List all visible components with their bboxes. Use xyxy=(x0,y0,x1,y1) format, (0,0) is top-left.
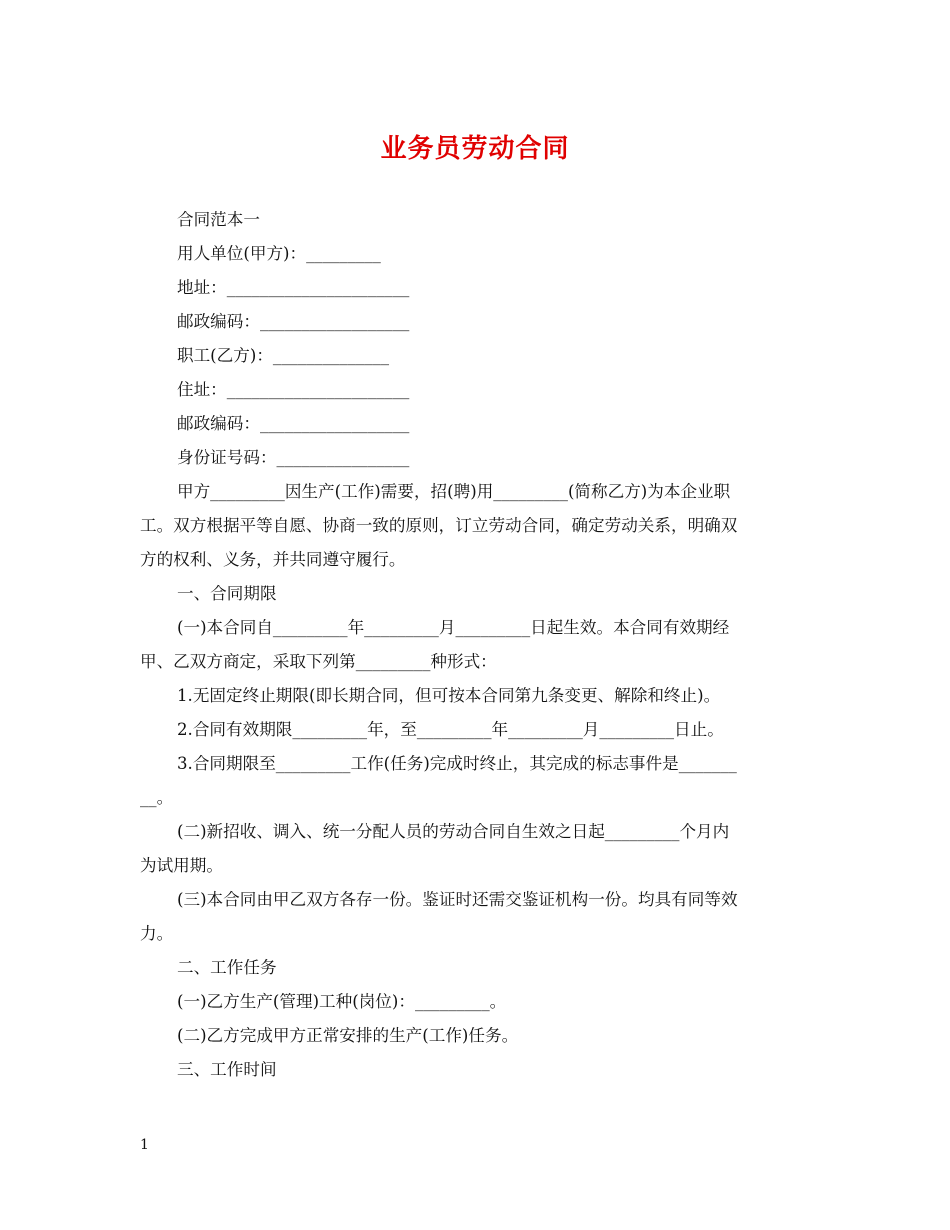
paragraph-line: 工。双方根据平等自愿、协商一致的原则，订立劳动合同，确定劳动关系，明确双 xyxy=(140,516,738,535)
paragraph-line: 力。 xyxy=(140,924,174,943)
document-title: 业务员劳动合同 xyxy=(380,134,570,164)
paragraph-line: 身份证号码：________________ xyxy=(177,448,410,467)
paragraph-line: (二)乙方完成甲方正常安排的生产(工作)任务。 xyxy=(177,1026,519,1045)
paragraph-line: 地址：______________________ xyxy=(177,278,410,297)
section-heading: 一、合同期限 xyxy=(177,584,277,603)
paragraph-line: 用人单位(甲方)：_________ xyxy=(177,244,381,263)
paragraph-line: 3.合同期限至_________工作(任务)完成时终止，其完成的标志事件是_______ xyxy=(177,754,737,773)
document-body xyxy=(140,203,812,1087)
paragraph-line: 邮政编码：__________________ xyxy=(177,312,410,331)
paragraph-line: 甲方_________因生产(工作)需要，招(聘)用_________(简称乙方)为本企业职 xyxy=(177,482,731,501)
paragraph-line: __。 xyxy=(140,788,174,807)
paragraph-line: 邮政编码：__________________ xyxy=(177,414,410,433)
section-heading: 二、工作任务 xyxy=(177,958,277,977)
paragraph-line: 合同范本一 xyxy=(177,210,260,229)
paragraph-line: (一)乙方生产(管理)工种(岗位)：_________。 xyxy=(177,992,507,1011)
paragraph-line: 甲、乙双方商定，采取下列第_________种形式： xyxy=(140,652,497,671)
paragraph-line: 职工(乙方)：______________ xyxy=(177,346,390,365)
paragraph-line: 2.合同有效期限_________年，至_________年_________月_________日止。 xyxy=(177,720,724,739)
paragraph-line: 为试用期。 xyxy=(140,856,223,875)
paragraph-line: 方的权利、义务，并共同遵守履行。 xyxy=(140,550,406,569)
paragraph-line: 住址：______________________ xyxy=(177,380,410,399)
page-number: 1 xyxy=(140,1137,149,1153)
paragraph-line: (三)本合同由甲乙双方各存一份。鉴证时还需交鉴证机构一份。均具有同等效 xyxy=(177,890,738,909)
section-heading: 三、工作时间 xyxy=(177,1060,277,1079)
paragraph-line: (二)新招收、调入、统一分配人员的劳动合同自生效之日起_________个月内 xyxy=(177,822,730,841)
paragraph-line: (一)本合同自_________年_________月_________日起生效。本合同有效期经 xyxy=(177,618,730,637)
paragraph-line: 1.无固定终止期限(即长期合同，但可按本合同第九条变更、解除和终止)。 xyxy=(177,686,721,705)
